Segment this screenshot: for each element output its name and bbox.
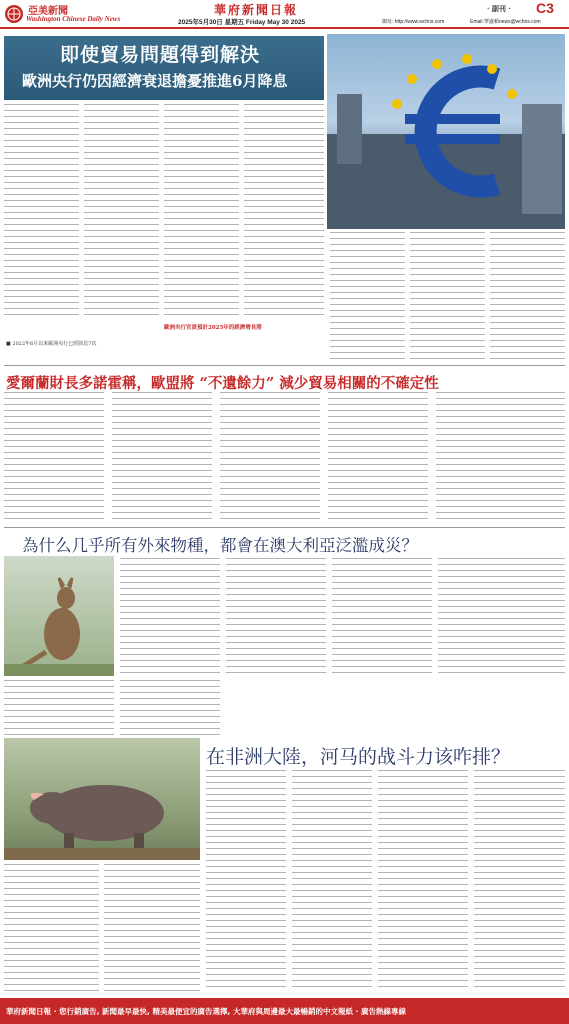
story3-col-1 (120, 558, 220, 678)
story2-headline: 愛爾蘭財長多諾霍稱，歐盟將 “不遺餘力” 減少貿易相關的不確定性 (6, 375, 439, 392)
story1-subhead: 歐洲央行仍因經濟衰退擔憂推進6月降息 (22, 72, 288, 90)
story3-col-3 (332, 558, 432, 678)
story4-col-6 (104, 864, 200, 992)
masthead (0, 0, 569, 30)
story3-col-4 (438, 558, 565, 678)
story3-col-2 (226, 558, 326, 678)
euro-sign-icon (327, 34, 565, 229)
globe-logo-icon (4, 4, 24, 24)
hippo-photo (4, 738, 200, 860)
story1-headline: 即使貿易問題得到解決 (60, 44, 261, 66)
story3-col-5 (4, 680, 114, 735)
kangaroo-icon (4, 556, 114, 676)
story1-col-3 (164, 104, 239, 319)
story4-col-1 (206, 770, 286, 992)
paper-name: 華府新聞日報 (214, 3, 299, 17)
story3-headline: 為什么几乎所有外來物種，都會在澳大利亞泛濫成災？ (22, 536, 418, 555)
date-line: 2025年5月30日 星期五 Friday May 30 2025 (178, 19, 306, 26)
page-number: C3 (536, 0, 554, 16)
story4-col-5 (4, 864, 99, 992)
footer-text: 華府新聞日報 · 您行銷廣告, 新聞最早最快, 精美最便宜的廣告選擇, 大華府與周邊最大最暢銷的中文報紙 · 廣告熱線專線 (6, 1007, 407, 1016)
story1-caption: ■ 2022年6月以來歐洲央行已經降息7次 (6, 341, 97, 347)
story1-col-6 (410, 232, 485, 362)
email[interactable]: Email:華盛頓news@wchns.com (470, 19, 541, 25)
ecb-euro-photo (327, 34, 565, 229)
story4-col-2 (292, 770, 372, 992)
story2-col-3 (220, 392, 320, 522)
story1-col-2 (84, 104, 159, 319)
story4-headline: 在非洲大陸，河马的战斗力该咋排？ (206, 746, 511, 768)
logo-cn: 亞美新聞 (28, 6, 68, 17)
story2-col-2 (112, 392, 212, 522)
masthead-rule (0, 27, 569, 29)
hippo-icon (4, 738, 200, 860)
logo-en: Washington Chinese Daily News (26, 15, 121, 23)
section-label: · 副刊 · (487, 4, 511, 13)
story1-section-head: 歐洲央行官員預計2025年的經濟增長將 (164, 325, 262, 331)
story2-col-5 (436, 392, 565, 522)
story4-col-4 (474, 770, 565, 992)
story2-col-4 (328, 392, 428, 522)
divider-2 (4, 527, 565, 528)
story1-col-4 (244, 104, 324, 319)
story3-col-6 (120, 680, 220, 735)
logo-block (4, 2, 124, 28)
kangaroo-photo (4, 556, 114, 676)
story4-col-3 (378, 770, 468, 992)
website[interactable]: 網址: http://www.wchns.com (382, 19, 445, 25)
story1-col-5 (330, 232, 405, 362)
story2-col-1 (4, 392, 104, 522)
divider-1 (4, 365, 565, 366)
story1-col-1 (4, 104, 79, 319)
story1-col-7 (490, 232, 565, 362)
